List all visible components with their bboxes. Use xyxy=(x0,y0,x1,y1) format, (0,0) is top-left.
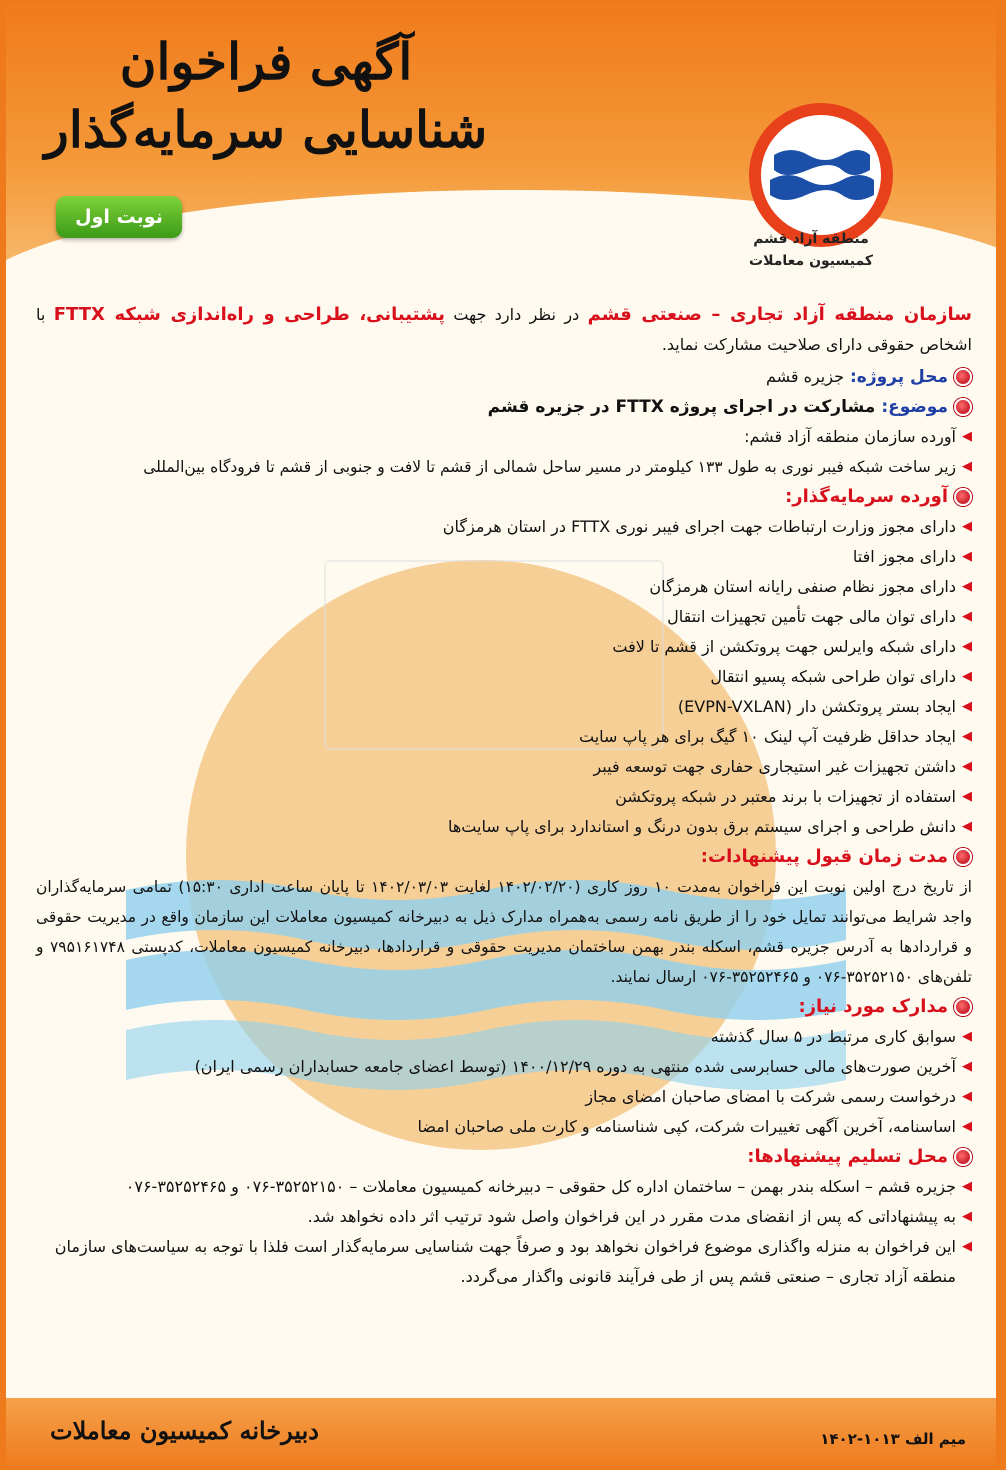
red-dot-icon xyxy=(954,398,972,416)
investor-title: آورده سرمایه‌گذار: xyxy=(785,486,948,507)
investor-item xyxy=(36,512,972,542)
triangle-bullet-icon: ◀ xyxy=(962,729,972,744)
footer-issuer: دبیرخانه کمیسیون معاملات xyxy=(50,1416,319,1445)
submission-title-row xyxy=(36,1142,972,1172)
triangle-bullet-icon: ◀ xyxy=(962,1239,972,1254)
triangle-bullet-icon: ◀ xyxy=(962,1059,972,1074)
investor-item xyxy=(36,662,972,692)
red-dot-icon xyxy=(954,848,972,866)
investor-item xyxy=(36,572,972,602)
investor-item xyxy=(36,542,972,572)
investor-item xyxy=(36,692,972,722)
triangle-bullet-icon: ◀ xyxy=(962,669,972,684)
intro-subject: پشتیبانی، طراحی و راه‌اندازی شبکه FTTX xyxy=(53,304,446,325)
submission-item-text: این فراخوان به منزله واگذاری موضوع فراخوان نخواهد بود و صرفاً جهت شناسایی سرمایه‌گذار است فلذا با توجه به سیاست‌های سازمان منطقه آزاد تجاری – صنعتی قشم پس از طی فرآیند قانونی واگذار می‌گردد. xyxy=(54,1237,956,1286)
triangle-bullet-icon: ◀ xyxy=(962,789,972,804)
submission-item xyxy=(36,1172,972,1202)
investor-item-text: استفاده از تجهیزات با برند معتبر در شبکه پروتکشن xyxy=(615,787,956,806)
red-dot-icon xyxy=(954,1148,972,1166)
investor-item-text: ایجاد حداقل ظرفیت آپ لینک ۱۰ گیگ برای هر پاپ سایت xyxy=(579,727,956,746)
triangle-bullet-icon: ◀ xyxy=(962,1179,972,1194)
header-banner xyxy=(6,0,1006,300)
investor-item xyxy=(36,632,972,662)
org-contribution-item xyxy=(36,452,972,482)
red-dot-icon xyxy=(954,488,972,506)
investor-item-text: دارای مجوز نظام صنفی رایانه استان هرمزگان xyxy=(649,577,956,596)
investor-item xyxy=(36,752,972,782)
submission-item-text: جزیره قشم – اسکله بندر بهمن – ساختمان اداره کل حقوقی – دبیرخانه کمیسیون معاملات – ۳۵۲۵۲۱۵۰-۰۷۶ و ۳۵۲۵۲۴۶۵-۰۷۶ xyxy=(125,1177,956,1196)
documents-title-row xyxy=(36,992,972,1022)
triangle-bullet-icon: ◀ xyxy=(962,459,972,474)
triangle-bullet-icon: ◀ xyxy=(962,1209,972,1224)
document-item-text: اساسنامه، آخرین آگهی تغییرات شرکت، کپی شناسنامه و کارت ملی صاحبان امضا xyxy=(417,1117,956,1136)
deadline-title: مدت زمان قبول پیشنهادات: xyxy=(700,846,948,867)
org-contribution-text: زیر ساخت شبکه فیبر نوری به طول ۱۳۳ کیلومتر در مسیر ساحل شمالی از قشم تا لافت و جنوبی از قشم تا فرودگاه بین‌المللی xyxy=(143,458,956,476)
deadline-title-row xyxy=(36,842,972,872)
investor-item-text: دارای مجوز افتا xyxy=(852,547,956,566)
triangle-bullet-icon: ◀ xyxy=(962,429,972,444)
document-item xyxy=(36,1022,972,1052)
footer-code: میم الف ۱۰۱۳-۱۴۰۲ xyxy=(820,1430,966,1448)
triangle-bullet-icon: ◀ xyxy=(962,549,972,564)
submission-title: محل تسلیم پیشنهادها: xyxy=(747,1146,948,1167)
document-item-text: سوابق کاری مرتبط در ۵ سال گذشته xyxy=(710,1027,956,1046)
topic-label: موضوع: xyxy=(881,397,948,417)
triangle-bullet-icon: ◀ xyxy=(962,819,972,834)
investor-item xyxy=(36,602,972,632)
investor-item-text: دارای توان مالی جهت تأمین تجهیزات انتقال xyxy=(667,607,956,626)
red-dot-icon xyxy=(954,998,972,1016)
org-label xyxy=(711,228,911,272)
investor-item-text: دانش طراحی و اجرای سیستم برق بدون درنگ و استاندارد برای پاپ سایت‌ها xyxy=(447,817,956,836)
advertisement-body xyxy=(36,300,972,1292)
investor-title-row xyxy=(36,482,972,512)
submission-item xyxy=(36,1232,972,1292)
submission-item xyxy=(36,1202,972,1232)
investor-item-text: دارای شبکه وایرلس جهت پروتکشن از قشم تا لافت xyxy=(612,637,956,656)
org-line-2: کمیسیون معاملات xyxy=(749,253,873,269)
triangle-bullet-icon: ◀ xyxy=(962,759,972,774)
document-item-text: آخرین صورت‌های مالی حسابرسی شده منتهی به دوره ۱۴۰۰/۱۲/۲۹ (توسط اعضای جامعه حسابداران رسمی ایران) xyxy=(194,1057,956,1076)
triangle-bullet-icon: ◀ xyxy=(962,1119,972,1134)
intro-paragraph xyxy=(36,300,972,360)
investor-item-text: دارای مجوز وزارت ارتباطات جهت اجرای فیبر نوری FTTX در استان هرمزگان xyxy=(442,517,956,536)
title-line-2: شناسایی سرمایه‌گذار xyxy=(44,100,488,159)
document-item xyxy=(36,1052,972,1082)
intro-mid: در نظر دارد جهت xyxy=(445,305,588,324)
triangle-bullet-icon: ◀ xyxy=(962,609,972,624)
org-line-1: منطقه آزاد قشم xyxy=(753,231,869,247)
investor-item xyxy=(36,782,972,812)
investor-item xyxy=(36,812,972,842)
investor-item-text: دارای توان طراحی شبکه پسیو انتقال xyxy=(710,667,956,686)
org-contribution-title-row xyxy=(36,422,972,452)
triangle-bullet-icon: ◀ xyxy=(962,1029,972,1044)
triangle-bullet-icon: ◀ xyxy=(962,579,972,594)
project-location-value: جزیره قشم xyxy=(765,367,844,386)
deadline-text: از تاریخ درج اولین نوبت این فراخوان به‌مدت ۱۰ روز کاری (۱۴۰۲/۰۲/۲۰ لغایت ۱۴۰۲/۰۳/۰۳ تا پایان ساعت اداری ۱۵:۳۰) تمامی سرمایه‌گذاران واجد شرایط می‌توانند تمایل خود را از طریق نامه رسمی به‌همراه مدارک ذیل به دبیرخانه کمیسیون معاملات این سازمان واقع در مدیریت حقوقی و قراردادها به آدرس جزیره قشم، اسکله بندر بهمن ساختمان مدیریت حقوقی و قراردادها، دبیرخانه کمیسیون معاملات، کدپستی ۷۹۵۱۶۱۷۴۸ و تلفن‌های ۳۵۲۵۲۱۵۰-۰۷۶ و ۳۵۲۵۲۴۶۵-۰۷۶ ارسال نمایند. xyxy=(36,878,972,986)
investor-item-text: ایجاد بستر پروتکشن دار (EVPN-VXLAN) xyxy=(677,697,956,716)
triangle-bullet-icon: ◀ xyxy=(962,699,972,714)
document-item xyxy=(36,1082,972,1112)
document-item-text: درخواست رسمی شرکت با امضای صاحبان امضای مجاز xyxy=(585,1087,956,1106)
topic-row xyxy=(36,392,972,422)
round-badge: نوبت اول xyxy=(56,196,182,238)
title-line-1: آگهی فراخوان xyxy=(119,32,413,91)
intro-tail: با اشخاص حقوقی دارای صلاحیت مشارکت نماید. xyxy=(36,305,972,354)
intro-org: سازمان منطقه آزاد تجاری – صنعتی قشم xyxy=(587,304,972,325)
document-item xyxy=(36,1112,972,1142)
investor-item-text: داشتن تجهیزات غیر استیجاری حفاری جهت توسعه فیبر xyxy=(593,757,956,776)
triangle-bullet-icon: ◀ xyxy=(962,639,972,654)
triangle-bullet-icon: ◀ xyxy=(962,1089,972,1104)
investor-item xyxy=(36,722,972,752)
org-contribution-title: آورده سازمان منطقه آزاد قشم: xyxy=(744,427,956,446)
documents-title: مدارک مورد نیاز: xyxy=(798,996,948,1017)
project-location-row xyxy=(36,362,972,392)
submission-item-text: به پیشنهاداتی که پس از انقضای مدت مقرر در این فراخوان واصل شود ترتیب اثر داده نخواهد شد. xyxy=(307,1207,956,1226)
topic-value: مشارکت در اجرای پروژه FTTX در جزیره قشم xyxy=(487,397,876,417)
triangle-bullet-icon: ◀ xyxy=(962,519,972,534)
project-location-label: محل پروژه: xyxy=(849,367,948,387)
red-dot-icon xyxy=(954,368,972,386)
